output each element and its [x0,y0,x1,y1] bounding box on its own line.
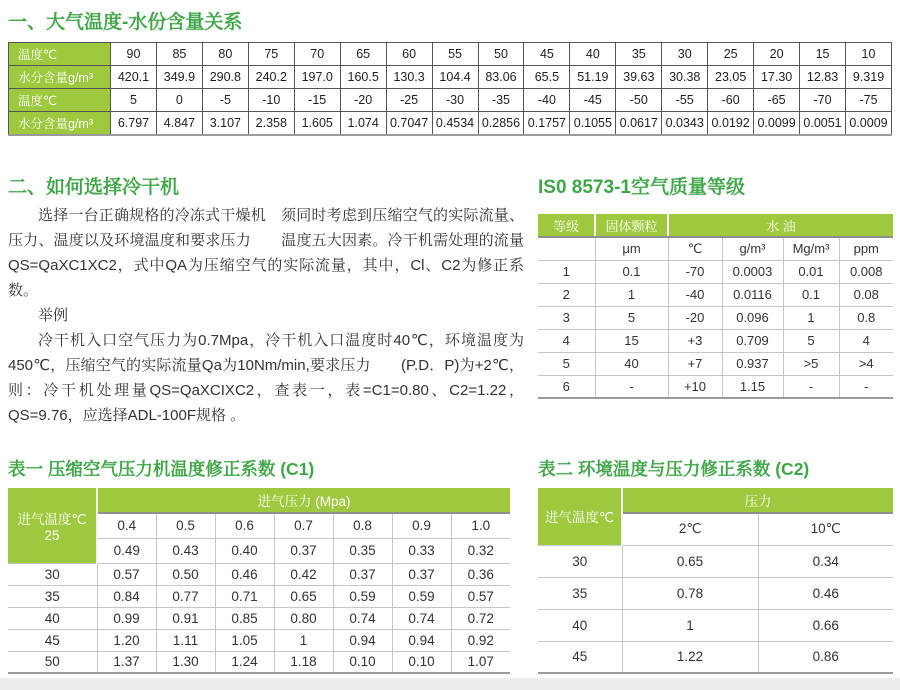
table-cell: 0.66 [758,609,893,641]
table-cell: 0.0116 [722,283,783,306]
table-row [538,641,893,673]
row-header: 50 [8,651,97,673]
table-row [9,112,892,135]
table-cell: 0.92 [451,629,510,651]
table-cell: 0.008 [839,260,893,283]
table-cell: 65.5 [524,66,570,89]
table-cell: 45 [524,43,570,66]
row-header: 水分含量g/m³ [9,66,111,89]
table-cell: 0.0099 [754,112,800,135]
row-header: 进气温度℃ [538,488,622,545]
table-cell: 1 [595,283,668,306]
table-cell: - [595,375,668,398]
table-cell: >4 [839,352,893,375]
table-cell: 50 [478,43,524,66]
table-cell: 60 [386,43,432,66]
column-header: μm [595,237,668,260]
table-row [538,283,893,306]
table-subheader-row [538,237,893,260]
column-header: 固体颗粒 [595,214,668,237]
table-row [8,629,510,651]
iso-title: IS0 8573-1空气质量等级 [538,177,745,198]
table-cell: 0.0051 [800,112,846,135]
table-cell: -20 [340,89,386,112]
table-row [538,329,893,352]
table2-title: 表二 环境温度与压力修正系数 (C2) [538,459,810,479]
table-cell: 10 [846,43,892,66]
table-cell: 0.59 [392,585,451,607]
table-cell: 0.65 [622,545,758,577]
table-row [8,607,510,629]
table-cell: 240.2 [248,66,294,89]
table-cell: 0.80 [274,607,333,629]
column-header: 0.8 [333,513,392,538]
table-cell: 3.107 [202,112,248,135]
table-cell: 0.37 [392,563,451,585]
table-cell: 0.32 [451,538,510,563]
table-cell: 0.33 [392,538,451,563]
table-cell: 1.074 [340,112,386,135]
paragraph: 举例 [38,307,69,324]
table-cell: 0.1055 [570,112,616,135]
table-cell: 0.1 [783,283,839,306]
table-cell: 15 [800,43,846,66]
corner-value: 25 [44,527,60,543]
table-cell: -10 [248,89,294,112]
table-cell: -75 [846,89,892,112]
table-cell: 30 [662,43,708,66]
table-cell: 0.84 [97,585,156,607]
section1-title: 一、大气温度-水份含量关系 [8,12,243,33]
table-cell: 290.8 [202,66,248,89]
table-row [538,260,893,283]
table-row [538,375,893,398]
table-cell: - [783,375,839,398]
table-cell: 40 [570,43,616,66]
row-header: 温度℃ [9,43,111,66]
table-cell: 0.57 [97,563,156,585]
table-cell: 0.08 [839,283,893,306]
column-header: 0.6 [215,513,274,538]
table-row [8,585,510,607]
table-row [538,352,893,375]
table-cell: 85 [156,43,202,66]
table-row [9,66,892,89]
table-cell: 420.1 [111,66,157,89]
table-cell: 130.3 [386,66,432,89]
table-cell: 0.74 [333,607,392,629]
table-cell: 0.937 [722,352,783,375]
paragraph: 冷干机入口空气压力为0.7Mpa，冷干机入口温度时40℃，环境温度为450℃，压缩空气的实际流量Qa为10Nm/min,要求压力 (P.D．P)为+2℃，则：冷干机处理量QS=QaXCIXC2，查表一，表=C1=0.80、C2=1.22，QS=9.76，应选择ADL-100F规格 。 [8,332,524,424]
table-cell: 4.847 [156,112,202,135]
table-cell: 1.11 [156,629,215,651]
table-row [9,43,892,66]
table-cell: -70 [800,89,846,112]
table-cell: 0.35 [333,538,392,563]
section2-body [8,203,524,428]
row-header: 30 [538,545,622,577]
table-cell: 1.22 [622,641,758,673]
table-cell: 0.10 [333,651,392,673]
column-header: 10℃ [758,513,893,545]
table-cell: 1.20 [97,629,156,651]
table-cell: 65 [340,43,386,66]
table-cell: 5 [783,329,839,352]
row-header: 40 [8,607,97,629]
column-header: ppm [839,237,893,260]
table-cell: 0.94 [392,629,451,651]
table-cell: 0.10 [392,651,451,673]
table-cell: 15 [595,329,668,352]
column-header: 0.4 [97,513,156,538]
table-cell: 1.07 [451,651,510,673]
column-header: 0.7 [274,513,333,538]
table-cell: 90 [111,43,157,66]
table-cell: 0.37 [274,538,333,563]
table-cell: 0.709 [722,329,783,352]
table-cell: 0.94 [333,629,392,651]
table-cell: 0.46 [758,577,893,609]
table-cell: +7 [668,352,722,375]
table-cell: 80 [202,43,248,66]
table-cell: 5 [595,306,668,329]
table-cell: 12.83 [800,66,846,89]
table-cell: 0.42 [274,563,333,585]
table-cell: 5 [538,352,595,375]
table-cell: -45 [570,89,616,112]
table-cell: 0.50 [156,563,215,585]
table-cell: 0.1 [595,260,668,283]
row-header: 45 [538,641,622,673]
table-cell: 0.49 [97,538,156,563]
paragraph: 选择一台正确规格的冷冻式干燥机 须同时考虑到压缩空气的实际流量、压力、温度以及环境温度和要求压力 温度五大因素。冷干机需处理的流量QS=QaXC1XC2，式中QA为压缩空气的实际流量，其中，Cl、C2为修正系数。 [8,207,524,299]
table-cell: 75 [248,43,294,66]
atmosphere-moisture-table [8,42,892,136]
table-cell: 0.99 [97,607,156,629]
table-cell: 0.37 [333,563,392,585]
table-cell: 0.2856 [478,112,524,135]
table-cell: 2 [538,283,595,306]
table-cell: 0 [156,89,202,112]
table-cell: 1 [622,609,758,641]
table-cell: +3 [668,329,722,352]
table-cell: 0.57 [451,585,510,607]
table-cell: -40 [668,283,722,306]
table-cell: 55 [432,43,478,66]
table-cell: 0.59 [333,585,392,607]
footer-band [0,678,900,690]
column-header: 2℃ [622,513,758,545]
table-row [538,577,893,609]
table-cell: 0.86 [758,641,893,673]
row-header: 35 [8,585,97,607]
table-cell: -20 [668,306,722,329]
table-cell: >5 [783,352,839,375]
table-row [538,609,893,641]
table-cell: 39.63 [616,66,662,89]
table-row [8,563,510,585]
table-cell: -40 [524,89,570,112]
table-cell: 6 [538,375,595,398]
column-header: 0.9 [392,513,451,538]
column-header: ℃ [668,237,722,260]
table-cell: 0.36 [451,563,510,585]
table-cell: 35 [616,43,662,66]
table-cell: 1.24 [215,651,274,673]
table-cell: 0.43 [156,538,215,563]
table-cell: 51.19 [570,66,616,89]
iso-air-quality-table [538,214,893,399]
table-cell: 160.5 [340,66,386,89]
table-cell: -70 [668,260,722,283]
table-cell: 0.0003 [722,260,783,283]
table-cell: 0.0617 [616,112,662,135]
table-cell: 1 [783,306,839,329]
table-cell: 70 [294,43,340,66]
section2-title: 二、如何选择冷干机 [8,177,180,198]
table-cell: 2.358 [248,112,294,135]
table-cell: 0.34 [758,545,893,577]
table-cell: 0.77 [156,585,215,607]
table-cell: 104.4 [432,66,478,89]
table-cell: 23.05 [708,66,754,89]
table-cell: 1 [274,629,333,651]
table-cell: 0.4534 [432,112,478,135]
table-cell: 83.06 [478,66,524,89]
column-header [538,237,595,260]
row-header: 35 [538,577,622,609]
table-cell: 349.9 [156,66,202,89]
table-cell: 0.0192 [708,112,754,135]
table-cell: 1.18 [274,651,333,673]
table-cell: -55 [662,89,708,112]
table-cell: -35 [478,89,524,112]
table-cell: -30 [432,89,478,112]
table-header-row [538,488,893,513]
table-cell: 0.91 [156,607,215,629]
table-cell: 0.46 [215,563,274,585]
table-cell: 0.40 [215,538,274,563]
c1-correction-table [8,488,510,674]
row-header: 水分含量g/m³ [9,112,111,135]
column-header: Mg/m³ [783,237,839,260]
table-cell: 0.8 [839,306,893,329]
row-header: 45 [8,629,97,651]
table-cell: 1.05 [215,629,274,651]
table-cell: +10 [668,375,722,398]
table-row [9,89,892,112]
table-cell: 1.37 [97,651,156,673]
table-cell: 1.605 [294,112,340,135]
table-cell: 1.15 [722,375,783,398]
table-cell: 0.0009 [846,112,892,135]
table-cell: 197.0 [294,66,340,89]
table-cell: 0.1757 [524,112,570,135]
table-cell: 25 [708,43,754,66]
table-cell: 17.30 [754,66,800,89]
table-row [538,306,893,329]
table-cell: 9.319 [846,66,892,89]
table-cell: 0.65 [274,585,333,607]
column-header: 0.5 [156,513,215,538]
table-cell: 6.797 [111,112,157,135]
table-cell: 0.74 [392,607,451,629]
table-cell: 0.85 [215,607,274,629]
table1-title: 表一 压缩空气压力机温度修正系数 (C1) [8,459,315,479]
table-cell: -15 [294,89,340,112]
table-header-row [8,488,510,513]
table-cell: -25 [386,89,432,112]
table-cell: 3 [538,306,595,329]
table-cell: 1.30 [156,651,215,673]
table-row [8,651,510,673]
table-cell: 0.71 [215,585,274,607]
table-cell: - [839,375,893,398]
column-header: 等级 [538,214,595,237]
row-header: 40 [538,609,622,641]
table-cell: 0.0343 [662,112,708,135]
row-header [8,488,97,563]
column-header: 1.0 [451,513,510,538]
table-cell: 4 [538,329,595,352]
table-cell: -5 [202,89,248,112]
table-cell: 5 [111,89,157,112]
c2-correction-table [538,488,893,674]
table-cell: 0.7047 [386,112,432,135]
corner-label: 进气温度℃ [17,511,87,527]
row-header: 30 [8,563,97,585]
table-cell: 1 [538,260,595,283]
table-cell: -60 [708,89,754,112]
row-header: 温度℃ [9,89,111,112]
table-cell: 0.01 [783,260,839,283]
table-cell: 30.38 [662,66,708,89]
table-header-row [538,214,893,237]
table-row [538,545,893,577]
table-cell: 0.72 [451,607,510,629]
table-cell: 0.78 [622,577,758,609]
column-header: g/m³ [722,237,783,260]
column-header: 压力 [622,488,893,513]
column-header: 水 油 [668,214,893,237]
column-header: 进气压力 (Mpa) [97,488,510,513]
table-cell: 20 [754,43,800,66]
table-cell: 0.096 [722,306,783,329]
table-cell: 40 [595,352,668,375]
table-cell: 4 [839,329,893,352]
table-cell: -50 [616,89,662,112]
table-cell: -65 [754,89,800,112]
